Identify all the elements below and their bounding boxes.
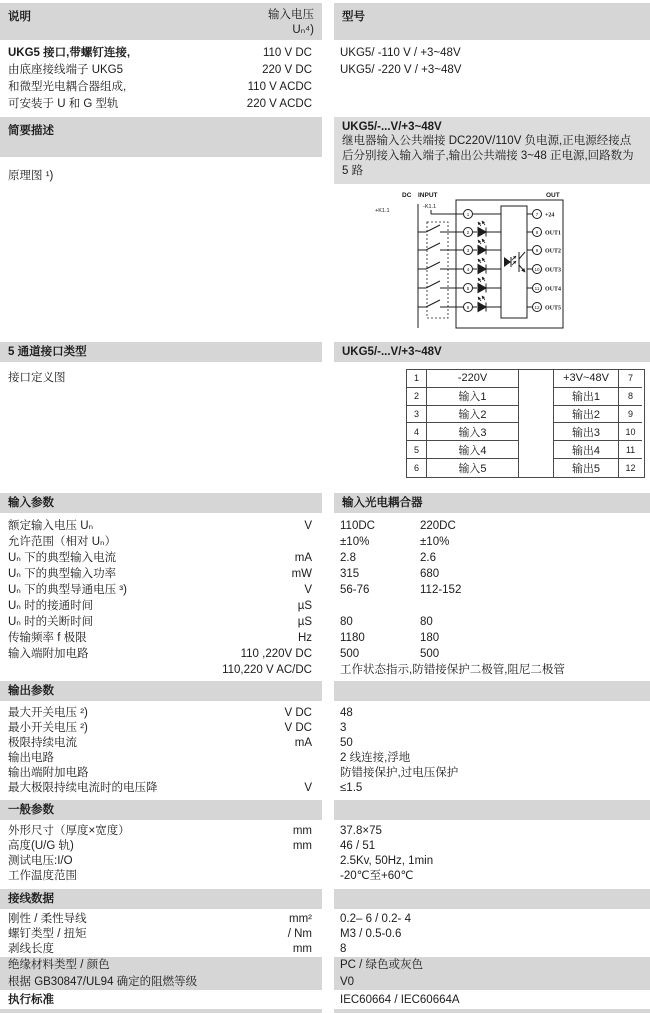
voltage-value: 110 V DC	[262, 47, 312, 59]
wiring-body	[0, 912, 650, 957]
param-row	[0, 662, 322, 678]
pin-label-cell: +3V~48V	[554, 370, 618, 388]
param-label: 测试电压:I/O	[8, 855, 73, 867]
insulation-value: PC / 绿色或灰色	[334, 957, 650, 974]
input-voltage-label: 输入电压	[268, 9, 314, 21]
model-list	[334, 45, 650, 113]
param-unit: Hz	[297, 632, 312, 644]
desc-label: 可安装于 U 和 G 型轨	[8, 98, 119, 110]
input-voltage-symbol: Uₙ⁴)	[292, 24, 314, 36]
param-row	[0, 646, 322, 662]
value-220: ±10%	[420, 536, 450, 548]
optocoupler-symbol	[504, 252, 525, 272]
value-110: 2.8	[340, 552, 356, 564]
param-label: 最小开关电压 ²)	[8, 722, 88, 734]
function-box-title: UKG5/-...V/+3~48V	[342, 121, 442, 133]
pin-label-cell: 输入1	[426, 388, 518, 406]
value-110	[340, 598, 420, 614]
insulation-label: 根据 GB30847/UL94 确定的阻燃等级	[0, 974, 322, 991]
value-row: 3	[340, 722, 347, 734]
output-labels	[545, 213, 561, 312]
value-note: 工作状态指示,防错接保护二极管,阻尼二极管	[340, 664, 565, 676]
value-220: 180	[420, 632, 440, 644]
standard-label: 执行标准	[8, 994, 54, 1006]
pin-number: 9	[535, 248, 539, 253]
pin-table-left	[407, 370, 518, 477]
pin-label-cell: 输入4	[426, 441, 518, 459]
pin-number-cell: 11	[618, 441, 642, 459]
desc-label: 由底座接线端子 UKG5	[8, 64, 124, 76]
pin-label-cell: 输入2	[426, 406, 518, 424]
pin-number-cell: 4	[407, 423, 426, 441]
voltage-value: 110 V ACDC	[247, 81, 312, 93]
value-row	[334, 518, 650, 534]
param-row	[0, 582, 322, 598]
function-box-text: 继电器输入公共端接 DC220V/110V 负电源,正电源经接点后分别接入输入端子,输出公共端接 3~48 正电源,回路数为 5 路	[342, 135, 634, 177]
param-unit: 110,220 V AC/DC	[222, 664, 312, 676]
param-unit: mm²	[289, 913, 312, 925]
param-label: 极限持续电流	[8, 737, 77, 749]
param-label: Uₙ 时的接通时间	[8, 600, 94, 612]
voltage-value: 220 V ACDC	[246, 98, 312, 110]
param-label: 输入端附加电路	[8, 648, 89, 660]
value-row: M3 / 0.5-0.6	[340, 928, 402, 940]
value-110: ±10%	[340, 536, 370, 548]
desc-row	[0, 79, 322, 96]
output-label: OUT2	[545, 248, 562, 255]
schematic-diagram	[374, 188, 609, 336]
output-label: +24	[545, 212, 555, 219]
standard-value: IEC60664 / IEC60664A	[340, 994, 460, 1006]
value-row: 37.8×75	[340, 825, 382, 837]
param-row	[0, 598, 322, 614]
input-label: INPUT	[418, 192, 438, 199]
param-row	[0, 781, 322, 796]
param-unit: mW	[291, 568, 312, 580]
value-row: 46 / 51	[340, 840, 376, 852]
pin-number-cell: 3	[407, 406, 426, 424]
param-row	[0, 912, 322, 927]
param-unit: mm	[292, 840, 312, 852]
value-110: 56-76	[340, 584, 370, 596]
value-110: 315	[340, 568, 360, 580]
voltage-value: 220 V DC	[262, 64, 312, 76]
param-unit: V DC	[284, 707, 312, 719]
value-220: 680	[420, 568, 440, 580]
pin-number-cell: 8	[618, 388, 642, 406]
param-label: 最大极限持续电流时的电压降	[8, 782, 158, 794]
param-row	[0, 869, 322, 884]
led-symbols	[478, 221, 486, 312]
interface-definition	[0, 369, 650, 478]
pin-number: 5	[466, 286, 470, 291]
param-unit: mA	[294, 552, 312, 564]
param-unit: 110 ,220V DC	[240, 648, 312, 660]
terminal-circles	[464, 210, 542, 312]
param-unit: µS	[297, 616, 312, 628]
pin-label-cell: 输入5	[426, 459, 518, 477]
param-row	[0, 630, 322, 646]
param-unit: µS	[297, 600, 312, 612]
wiring-header	[0, 889, 650, 909]
interface-header-bar: 5 通道接口类型	[0, 342, 322, 362]
pin-label-cell: 输出5	[571, 463, 601, 476]
output-params-labels	[0, 706, 322, 796]
pin-label-cell: 输出4	[554, 441, 618, 459]
plus-terminal-label: +K1.1	[375, 208, 390, 214]
value-220: 80	[420, 616, 433, 628]
param-row	[0, 721, 322, 736]
pin-number-cell: 9	[618, 406, 642, 424]
table-row	[407, 423, 518, 441]
param-label: 高度(U/G 轨)	[8, 840, 74, 852]
wiring-values	[334, 912, 650, 957]
general-params-body	[0, 824, 650, 884]
pin-number-cell: 10	[618, 423, 642, 441]
pin-assignment-table	[406, 369, 645, 478]
table-row	[554, 441, 642, 459]
interface-table-wrap	[334, 369, 650, 478]
value-110: 80	[340, 616, 353, 628]
pin-number: 1	[466, 212, 470, 217]
value-220: 220DC	[420, 520, 456, 532]
param-row	[0, 706, 322, 721]
output-params-bar-right	[334, 681, 650, 701]
value-110: 1180	[340, 632, 365, 644]
brief-header-bar	[0, 117, 322, 157]
pin-label-cell: 输出2	[554, 406, 618, 424]
model-header-title: 型号	[342, 11, 365, 23]
table-row	[554, 370, 642, 388]
value-row	[334, 566, 650, 582]
param-label: 最大开关电压 ²)	[8, 707, 88, 719]
bottom-bar-left	[0, 1009, 322, 1013]
optocoupler-bar: 输入光电耦合器	[334, 493, 650, 513]
table-row	[554, 459, 642, 477]
bottom-divider	[0, 1009, 650, 1013]
value-row	[334, 582, 650, 598]
table-row	[407, 388, 518, 406]
value-row: -20℃至+60℃	[340, 870, 414, 882]
value-110: 110DC	[340, 520, 375, 532]
param-unit: V	[304, 782, 312, 794]
value-row: 8	[340, 943, 347, 955]
output-params-values	[334, 706, 650, 796]
insulation-row	[0, 974, 650, 991]
insulation-row	[0, 957, 650, 974]
interface-model-bar: UKG5/-...V/+3~48V	[334, 342, 650, 362]
output-params-body	[0, 706, 650, 796]
pin-number-cell: 1	[407, 370, 426, 388]
interface-diagram-caption: 接口定义图	[8, 372, 66, 384]
wiring-labels	[0, 912, 322, 957]
value-220: 112-152	[420, 584, 462, 596]
general-params-bar: 一般参数	[0, 800, 322, 820]
interface-section-header	[0, 342, 650, 362]
input-params-body	[0, 518, 650, 678]
param-label: Uₙ 下的典型输入电流	[8, 552, 117, 564]
pin-number: 6	[466, 305, 470, 310]
brief-header-title: 简要描述	[8, 125, 54, 137]
input-params-labels	[0, 518, 322, 678]
value-row	[334, 550, 650, 566]
pin-label-cell: 输入3	[426, 423, 518, 441]
pin-label-cell: -220V	[426, 370, 518, 388]
brief-section	[0, 117, 650, 336]
param-unit: V DC	[284, 722, 312, 734]
out-label: OUT	[546, 192, 560, 199]
output-params-bar: 输出参数	[0, 681, 322, 701]
table-row	[554, 406, 642, 424]
param-row	[0, 927, 322, 942]
param-unit: mm	[292, 825, 312, 837]
desc-label: UKG5 接口,带螺钉连接,	[8, 47, 131, 59]
param-row	[0, 839, 322, 854]
param-row	[0, 751, 322, 766]
dc-label: DC	[402, 192, 412, 199]
function-description-box	[334, 117, 650, 184]
param-unit: mm	[292, 943, 312, 955]
pin-label-cell: 输出1	[554, 388, 618, 406]
table-row	[407, 441, 518, 459]
general-params-header	[0, 800, 650, 820]
output-label: OUT4	[545, 286, 562, 293]
pin-table-gap	[518, 370, 554, 477]
param-unit: V	[304, 584, 312, 596]
pin-label-cell: 输出3	[554, 423, 618, 441]
param-label: 输出电路	[8, 752, 54, 764]
param-row	[0, 614, 322, 630]
pin-number-cell: 5	[407, 441, 426, 459]
input-voltage-header	[268, 8, 314, 40]
insulation-value: V0	[334, 974, 650, 991]
table-row	[407, 370, 518, 388]
pin-number: 7	[535, 212, 539, 217]
schematic-caption: 原理图 ¹)	[8, 170, 54, 182]
pin-number: 8	[535, 230, 539, 235]
param-row	[0, 566, 322, 582]
value-row: 50	[340, 737, 353, 749]
product-description	[0, 45, 322, 113]
insulation-block	[0, 957, 650, 990]
table-row	[407, 406, 518, 424]
value-row: 48	[340, 707, 353, 719]
model-item: UKG5/ -220 V / +3~48V	[340, 64, 462, 76]
top-header	[0, 3, 650, 40]
description-header-bar	[0, 3, 322, 40]
model-item: UKG5/ -110 V / +3~48V	[340, 47, 461, 59]
pin-number-cell: 12	[618, 459, 642, 477]
value-220: 2.6	[420, 552, 436, 564]
param-unit: V	[304, 520, 312, 532]
wiring-bar-right	[334, 889, 650, 909]
value-row: ≤1.5	[340, 782, 363, 794]
param-label: 传输频率 f 极限	[8, 632, 87, 644]
value-row	[334, 662, 650, 678]
value-row: 2 线连接,浮地	[340, 752, 411, 764]
table-row	[554, 388, 642, 406]
param-unit: mA	[294, 737, 312, 749]
param-row	[0, 824, 322, 839]
value-row	[334, 614, 650, 630]
description-header-title: 说明	[8, 11, 31, 23]
input-params-bar: 输入参数	[0, 493, 322, 513]
param-label: 外形尺寸（厚度×宽度）	[8, 825, 130, 837]
output-label: OUT5	[545, 305, 562, 312]
wiring-bar: 接线数据	[0, 889, 322, 909]
param-row	[0, 518, 322, 534]
general-params-bar-right	[334, 800, 650, 820]
param-label: Uₙ 时的关断时间	[8, 616, 94, 628]
param-label: 工作温度范围	[8, 870, 77, 882]
pin-number: 3	[466, 248, 470, 253]
param-label: Uₙ 下的典型输入功率	[8, 568, 117, 580]
pin-number: 12	[534, 305, 540, 310]
output-label: OUT1	[545, 230, 562, 237]
input-params-header	[0, 493, 650, 513]
value-row: 2.5Kv, 50Hz, 1min	[340, 855, 434, 867]
value-row: 防错接保护,过电压保护	[340, 767, 459, 779]
minus-terminal-label: -K1.1	[423, 204, 437, 210]
output-label: OUT3	[545, 267, 562, 274]
insulation-label: 绝缘材料类型 / 颜色	[0, 957, 322, 974]
desc-row	[0, 45, 322, 62]
param-label: 剥线长度	[8, 943, 54, 955]
desc-row	[0, 96, 322, 113]
param-unit: / Nm	[287, 928, 312, 940]
pin-table-right	[554, 370, 642, 477]
general-params-labels	[0, 824, 322, 884]
pin-number: 2	[466, 230, 470, 235]
param-row	[0, 534, 322, 550]
param-row	[0, 854, 322, 869]
param-row	[0, 736, 322, 751]
value-row	[334, 646, 650, 662]
value-110: 500	[340, 648, 360, 660]
param-row	[0, 942, 322, 957]
schematic-wires	[418, 210, 533, 307]
param-label: 输出端附加电路	[8, 767, 89, 779]
param-row	[0, 550, 322, 566]
model-header-bar	[334, 3, 650, 40]
general-params-values	[334, 824, 650, 884]
pin-number-cell: 7	[618, 370, 642, 388]
value-row	[334, 630, 650, 646]
input-params-values	[334, 518, 650, 678]
param-label: 允许范围（相对 Uₙ）	[8, 536, 117, 548]
brief-right	[334, 117, 650, 336]
pin-number: 11	[534, 286, 540, 291]
standard-row	[0, 993, 650, 1007]
pin-number-cell: 6	[413, 463, 419, 474]
value-row	[334, 534, 650, 550]
value-row: 0.2– 6 / 0.2- 4	[340, 913, 411, 925]
bottom-bar-right	[334, 1009, 650, 1013]
param-label: 螺钉类型 / 扭矩	[8, 928, 87, 940]
output-params-header	[0, 681, 650, 701]
table-row	[407, 459, 518, 477]
pin-number: 4	[466, 267, 470, 272]
brief-left	[0, 117, 322, 336]
value-220: 500	[420, 648, 440, 660]
pin-number-cell: 2	[407, 388, 426, 406]
table-row	[554, 423, 642, 441]
param-label: 刚性 / 柔性导线	[8, 913, 87, 925]
desc-row	[0, 62, 322, 79]
param-label: 额定输入电压 Uₙ	[8, 520, 94, 532]
param-label: Uₙ 下的典型导通电压 ³)	[8, 584, 127, 596]
pin-number: 10	[534, 267, 540, 272]
desc-label: 和微型光电耦合器组成,	[8, 81, 127, 93]
intro-section	[0, 45, 650, 113]
param-row	[0, 766, 322, 781]
value-row	[334, 598, 650, 614]
